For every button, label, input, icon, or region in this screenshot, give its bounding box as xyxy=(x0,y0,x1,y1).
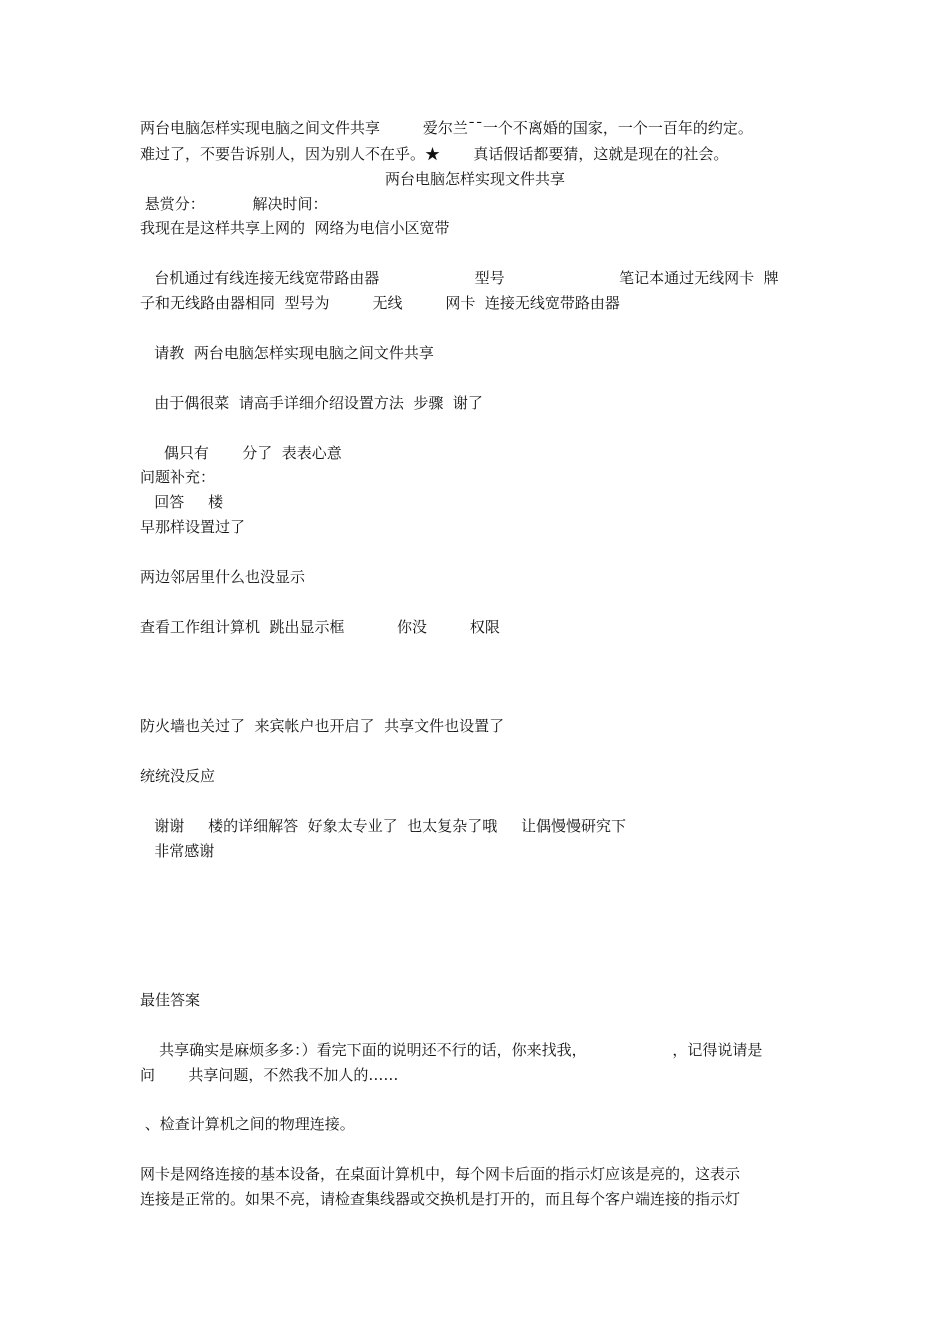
supplement-line: 非常感谢 xyxy=(140,842,215,860)
answer-line: 网卡是网络连接的基本设备，在桌面计算机中，每个网卡后面的指示灯应该是亮的，这表示 xyxy=(140,1165,741,1183)
supplement-line: 回答 楼 xyxy=(140,493,224,511)
supplement-line: 查看工作组计算机 跳出显示框 你没 权限 xyxy=(140,618,500,636)
supplement-line: 早那样设置过了 xyxy=(140,518,246,536)
answer-line: 、检查计算机之间的物理连接。 xyxy=(140,1115,355,1133)
answer-line: 共享确实是麻烦多多：）看完下面的说明还不行的话，你来找我， ，记得说请是 xyxy=(140,1041,763,1059)
question-line: 请教 两台电脑怎样实现电脑之间文件共享 xyxy=(140,344,434,362)
best-answer-label: 最佳答案 xyxy=(140,991,201,1009)
supplement-line: 两边邻居里什么也没显示 xyxy=(140,568,306,586)
question-line: 台机通过有线连接无线宽带路由器 型号 笔记本通过无线网卡 牌 xyxy=(140,269,779,287)
question-line: 偶只有 分了 表表心意 xyxy=(140,444,342,462)
supplement-label: 问题补充： xyxy=(140,468,216,486)
supplement-line: 防火墙也关过了 来宾帐户也开启了 共享文件也设置了 xyxy=(140,717,505,735)
question-line: 由于偶很菜 请高手详细介绍设置方法 步骤 谢了 xyxy=(140,394,483,412)
supplement-line: 谢谢 楼的详细解答 好象太专业了 也太复杂了哦 让偶慢慢研究下 xyxy=(140,817,627,835)
question-title: 两台电脑怎样实现文件共享 xyxy=(384,170,565,188)
supplement-line: 统统没反应 xyxy=(140,767,216,785)
header-line-2: 难过了，不要告诉别人，因为别人不在乎。★ 真话假话都要猜，这就是现在的社会。 xyxy=(140,145,729,163)
header-line-1: 两台电脑怎样实现电脑之间文件共享 爱尔兰¯¯一个不离婚的国家，一个一百年的约定。 xyxy=(140,119,753,137)
question-line: 子和无线路由器相同 型号为 无线 网卡 连接无线宽带路由器 xyxy=(140,294,620,312)
question-meta: 悬赏分： 解决时间： xyxy=(140,195,328,213)
answer-line: 问 共享问题，不然我不加人的…… xyxy=(140,1066,399,1084)
answer-line: 连接是正常的。如果不亮，请检查集线器或交换机是打开的，而且每个客户端连接的指示灯 xyxy=(140,1190,741,1208)
question-line: 我现在是这样共享上网的 网络为电信小区宽带 xyxy=(140,219,450,237)
